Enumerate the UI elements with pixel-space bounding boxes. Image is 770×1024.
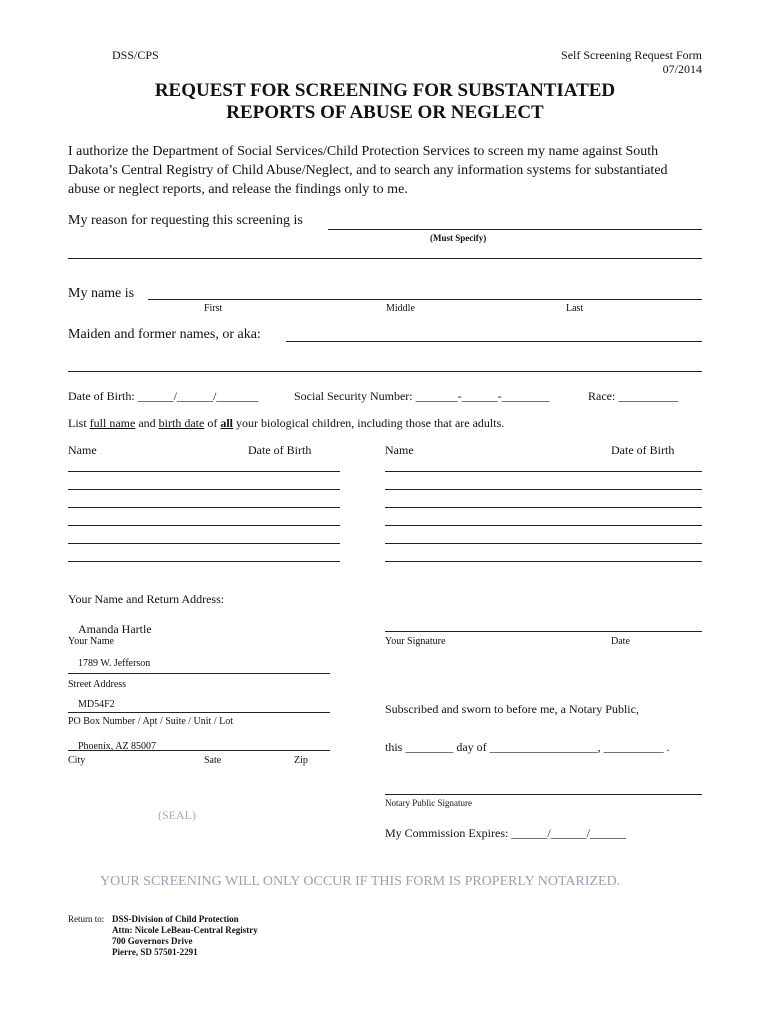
first-name-label: First [204, 303, 223, 314]
street-label: Street Address [68, 679, 127, 690]
signature-date-label: Date [611, 636, 630, 647]
child-line-left-4[interactable] [68, 525, 340, 526]
city-line [68, 750, 330, 751]
form-name: Self Screening Request Form [561, 48, 702, 62]
zip-label: Zip [294, 755, 308, 766]
return-to-line3: 700 Governors Drive [112, 936, 193, 946]
child-line-right-1[interactable] [385, 471, 702, 472]
name-field[interactable] [148, 299, 702, 300]
maiden-field[interactable] [286, 341, 702, 342]
child-line-right-6[interactable] [385, 561, 702, 562]
middle-name-label: Middle [386, 303, 415, 314]
dob-field[interactable]: Date of Birth: ______/______/_______ [68, 389, 259, 403]
children-col-name-left: Name [68, 443, 97, 457]
page-title-line1: REQUEST FOR SCREENING FOR SUBSTANTIATED [154, 80, 616, 101]
your-name-value[interactable]: Amanda Hartle [78, 622, 152, 636]
signature-line[interactable] [385, 631, 702, 632]
children-col-dob-left: Date of Birth [248, 443, 312, 457]
city-value[interactable]: Phoenix, AZ 85007 [78, 741, 157, 752]
child-line-left-1[interactable] [68, 471, 340, 472]
authorization-text: I authorize the Department of Social Services/Child Protection Services to screen my name against South Dakota’s Central Registry of Child Abuse/Neglect, and to search any information systems for substantiated abuse or neglect reports, and release the findings only to me. [68, 144, 668, 197]
reason-field[interactable] [328, 229, 702, 230]
city-label: City [68, 755, 86, 766]
notary-signature-line[interactable] [385, 794, 702, 795]
notarized-warning: YOUR SCREENING WILL ONLY OCCUR IF THIS FORM IS PROPERLY NOTARIZED. [100, 874, 621, 889]
return-to-label: Return to: [68, 914, 105, 924]
child-line-right-2[interactable] [385, 489, 702, 490]
ssn-field[interactable]: Social Security Number: _______-______-________ [294, 389, 550, 403]
name-label: My name is [68, 286, 135, 301]
child-line-left-2[interactable] [68, 489, 340, 490]
return-to-line1: DSS-Division of Child Protection [112, 914, 239, 924]
notary-signature-label: Notary Public Signature [385, 798, 472, 808]
race-field[interactable]: Race: __________ [588, 389, 679, 403]
street-line [68, 673, 330, 674]
header-left: DSS/CPS [112, 48, 159, 62]
children-instruction: List full name and birth date of all your biological children, including those that are adults. [68, 416, 505, 430]
po-value[interactable]: MD54F2 [78, 699, 115, 710]
form-date: 07/2014 [662, 62, 702, 76]
child-line-left-3[interactable] [68, 507, 340, 508]
child-line-right-3[interactable] [385, 507, 702, 508]
reason-label: My reason for requesting this screening is [68, 213, 303, 228]
maiden-label: Maiden and former names, or aka: [68, 327, 261, 342]
last-name-label: Last [566, 303, 584, 314]
return-to-line4: Pierre, SD 57501-2291 [112, 947, 198, 957]
state-label: Sate [204, 755, 222, 766]
your-name-label: Your Name [68, 636, 114, 647]
reason-field-line2[interactable] [68, 258, 702, 259]
maiden-field-line2[interactable] [68, 371, 702, 372]
child-line-left-6[interactable] [68, 561, 340, 562]
child-line-left-5[interactable] [68, 543, 340, 544]
page-title-line2: REPORTS OF ABUSE OR NEGLECT [226, 102, 544, 123]
signature-label: Your Signature [385, 636, 446, 647]
po-line [68, 712, 330, 713]
po-label: PO Box Number / Apt / Suite / Unit / Lot [68, 716, 234, 727]
return-to-line2: Attn: Nicole LeBeau-Central Registry [112, 925, 258, 935]
seal-placeholder: (SEAL) [158, 808, 196, 822]
street-value[interactable]: 1789 W. Jefferson [78, 658, 151, 669]
child-line-right-5[interactable] [385, 543, 702, 544]
children-col-name-right: Name [385, 443, 414, 457]
return-address-label: Your Name and Return Address: [68, 592, 225, 606]
commission-expires-field[interactable]: My Commission Expires: ______/______/______ [385, 826, 627, 840]
this-day-field[interactable]: this ________ day of __________________, __________ . [385, 740, 670, 754]
must-specify-note: (Must Specify) [430, 233, 487, 243]
child-line-right-4[interactable] [385, 525, 702, 526]
subscribed-text: Subscribed and sworn to before me, a Notary Public, [385, 702, 639, 716]
children-col-dob-right: Date of Birth [611, 443, 675, 457]
